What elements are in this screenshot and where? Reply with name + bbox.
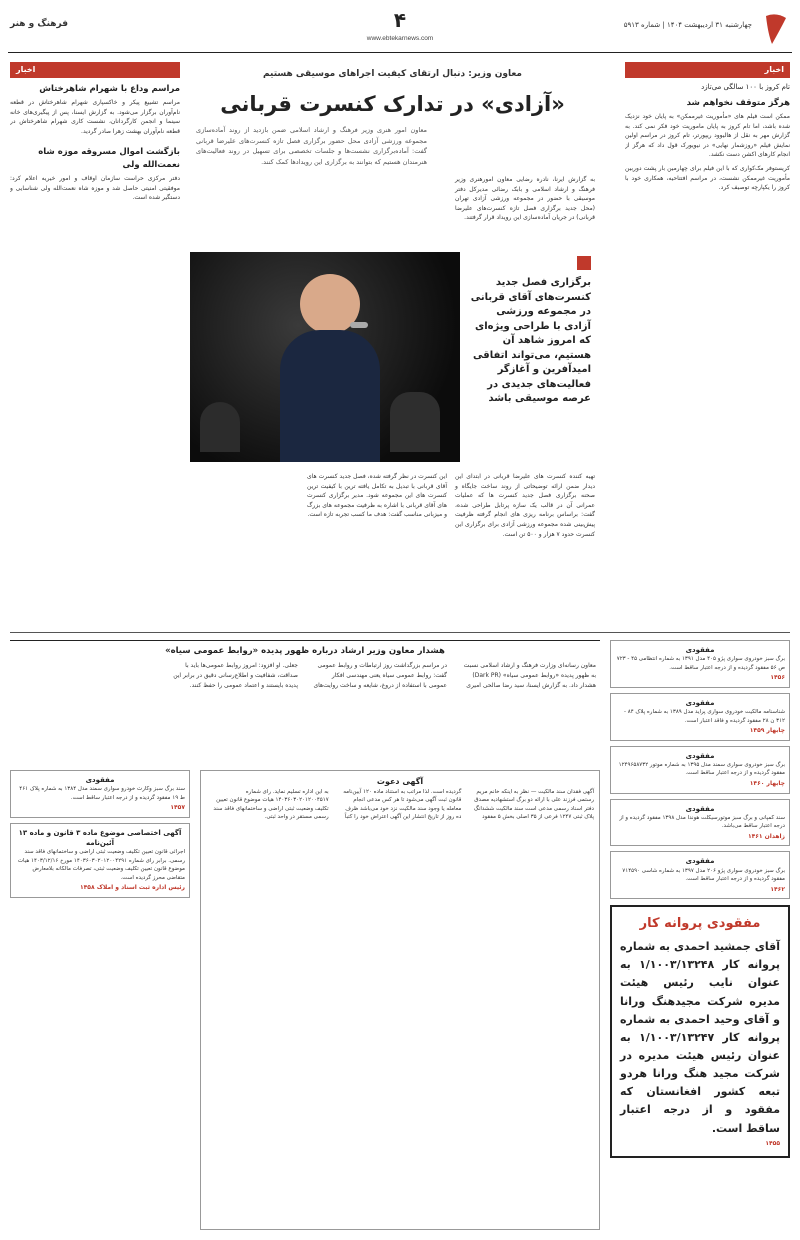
license-lost-ad (610, 905, 790, 1158)
ad-code: چابهار ۱۴۶۰ (749, 779, 785, 787)
ads-right-column (610, 640, 790, 1230)
article-lead: معاون امور هنری وزیر فرهنگ و ارشاد اسلامی ضمن بازدید از روند آماده‌سازی مجموعه ورزشی آزادی محل حضور برگزاری فصل تازه کنسرت‌های علیرضا قربانی گفت: آماده‌برگزاری نشست‌ها و جلسات تخصصی برای تسهیل در روند فعالیت‌های هنرمندان هستیم که بتوانند به برگزاری این رویدادها کمک کنند. (196, 126, 427, 166)
news-body: ممکن است فیلم های «مأموریت غیرممکن» به پایان خود نزدیک شده باشد، اما تام کروز به پایان ماموریت خود فکر نمی کند. به گزارش مهر به نقل از هالیوود ریپورتر، تام کروز در مراسم اولین نمایش فیلم «روزشمار نهایی» در نیویورک قول داد که هرگز از انجام کارهای اکشن دست نکشد. (625, 113, 790, 159)
website-url[interactable]: www.ebtekarnews.com (366, 35, 434, 42)
news-body: مراسم تشییع پیکر و خاکسپاری شهرام شاهرختاش در قطعه نام‌آوران برگزار می‌شود. به گزارش ایسنا، پس از پیگیری‌های خانه سینما و انجمن کارگردانان، نشست کاری شهرام شاهرختاش در قطعه نام‌آوران بهشت زهرا صادر گردید. (10, 98, 180, 135)
news-title-2: بازگشت اموال مسروقه موزه شاه نعمت‌الله ولی (38, 147, 180, 170)
classified-ad (610, 746, 790, 794)
big-ad-code: ۱۴۵۵ (765, 1139, 780, 1147)
page-number: ۴ (393, 8, 407, 32)
ad-text: اجرائی قانون تعیین تکلیف وضعیت ثبتی اراضی و ساختمانهای فاقد سند رسمی. برابر رای شماره ۱۴۰۳۶۰۳۰۲۰۱۲۰۰۴۲۹۱ مورخ ۱۴۰۳/۱۲/۱۶ هیات موضوع قانون تعیین تکلیف وضعیت ثبتی، تصرفات مالکانه بلامعارض متقاضی محرز گردیده است. (17, 849, 185, 881)
ad-title: مفقودی (685, 857, 715, 866)
main-article (190, 62, 595, 632)
pull-quote (465, 252, 595, 462)
quote-text: برگزاری فصل جدید کنسرت‌های آقای قربانی در مجموعه ورزشی آزادی با طراحی ویژه‌ای که امروز شاهد آن هستیم، می‌تواند اتفاقی امیدآفرین و آغازگر فعالیت‌های جدیدی در عرصه موسیقی باشد (470, 277, 591, 404)
musician-figure-2 (390, 392, 440, 452)
ad-code: زاهدان ۱۴۶۱ (747, 832, 785, 840)
article-column-3: این کنسرت در نظر گرفته شده، فصل جدید کنسرت های آقای قربانی با تبدیل به تکامل یافته ترین با کیفیت ترین کنسرت های این مجموعه شود. مدیر برگزاری کنسرت های آقای قربانی با اشاره به ظرفیت مجموعه های بزرگ و میزبانی مناسب گفت: هدف ما کسب تجربه تازه است. (307, 473, 447, 519)
ad-title: مفقودی (685, 698, 715, 707)
news-body-2: کریستوفر مک‌کواری که با این فیلم برای چهارمین بار پشت دوربین مأموریت غیرممکن نشست، در مراسم افتتاحیه، همکاری خود با کروز را یکپارچه توصیف کرد. (625, 165, 790, 192)
secondary-body: معاون رسانه‌ای وزارت فرهنگ و ارشاد اسلامی نسبت به ظهور پدیده «روابط عمومی سیاه» (Dark PR) هشدار داد. به گزارش ایسنا، سید رضا صالحی امیری در مراسم بزرگداشت روز ارتباطات و روابط عمومی گفت: روابط عمومی سیاه یعنی مهندسی افکار عمومی با استفاده از دروغ، شایعه و ساخت روایت‌های جعلی. او افزود: امروز روابط عمومی‌ها باید با صداقت، شفافیت و اطلاع‌رسانی دقیق در برابر این پدیده بایستند و اعتماد عمومی را حفظ کنند. (173, 662, 596, 689)
microphone-icon (350, 322, 368, 328)
musician-figure (200, 402, 240, 452)
classified-ad (10, 770, 190, 818)
ad-code: رئیس اداره ثبت اسناد و املاک ۱۴۵۸ (79, 884, 185, 892)
ad-text: شناسنامه مالکیت خودروی سواری پراید مدل ۱۳۸۹ به شماره پلاک ۸۴ - ۳۱۲ ن ۲۸ مفقود گردیده و فاقد اعتبار است. (624, 709, 785, 724)
section-title: فرهنگ و هنر (10, 19, 68, 29)
singer-body (280, 330, 380, 462)
concert-photo (190, 252, 460, 462)
news-kicker: تام کروز با ۱۰۰ سالگی می‌تازد (701, 82, 790, 91)
issue-date: چهارشنبه ۳۱ اردیبهشت ۱۴۰۴ | شماره ۵۹۱۳ (623, 21, 752, 29)
ads-center-block (200, 770, 600, 1230)
ad-text: برگ سبز خودروی سواری پژو ۴۰۵ مدل ۱۳۹۱ به شماره انتظامی ۴۵ - ۷۲۳ ص ۵۶ مفقود گردیده و از درجه اعتبار ساقط است. (616, 656, 785, 671)
ad-title: آگهی اختصاصی موضوع ماده ۳ قانون و ماده ۱۳ آئین‌نامه (18, 828, 182, 847)
ad-code: ۱۴۶۲ (770, 885, 785, 893)
ads-left-column (10, 770, 190, 1230)
big-ad-title: مفقودی پروانه کار (639, 916, 761, 932)
article-lower-columns (190, 472, 595, 539)
news-title: مراسم وداع با شهرام شاهرختاش (39, 83, 180, 94)
right-news-column (625, 62, 790, 632)
ad-text: برگ سبز خودروی سواری سمند مدل ۱۳۹۵ به شماره موتور ۱۲۴۹۶۵۸۷۳۲ مفقود گردیده و از درجه اعتبار ساقط است. (618, 761, 785, 777)
ad-title: مفقودی (685, 751, 715, 760)
masthead (0, 0, 800, 56)
ad-text: سند کمپانی و برگ سبز موتورسیکلت هوندا مدل ۱۳۹۸ مفقود گردیده و از درجه اعتبار ساقط می‌باشد. (619, 814, 785, 830)
news-tag: اخبار (10, 62, 180, 78)
ad-text: سند برگ سبز وکارت خودرو سواری سمند مدل ۱۳۸۴ به شماره پلاک ۴۶۱ ط ۱۹ مفقود گردیده و از درجه اعتبار ساقط است. (19, 786, 185, 801)
classified-ad (10, 823, 190, 898)
article-column-2: تهیه کننده کنسرت های علیرضا قربانی در ابتدای این دیدار ضمن ارائه توضیحاتی از روند ساخت جایگاه و صحنه برگزاری فصل جدید کنسرت ها که عملیات عمرانی آن در قالب یک سازه پرتابل طراحی شده، گفت: براساس برنامه ریزی های انجام گرفته ظرفیت پیش‌بینی شده مجموعه ورزشی آزادی برای برگزاری این کنسرت حدود ۷ هزار و ۵۰۰ تن است. (455, 473, 595, 538)
ad-title: مفقودی (685, 804, 715, 813)
article-body (190, 175, 595, 223)
classified-ad (610, 799, 790, 847)
ad-title: مفقودی (85, 776, 115, 784)
masthead-rule (8, 52, 792, 53)
classified-ad (610, 851, 790, 899)
ad-text: آگهی فقدان سند مالکیت — نظر به اینکه خانم مریم رستمی فرزند علی با ارائه دو برگ استشهادیه مصدق دفتر اسناد رسمی مدعی است سند مالکیت ششدانگ پلاک ثبتی ۱۲۴۷ فرعی از ۳۵ اصلی بخش ۵ مفقود گردیده است. لذا مراتب به استناد ماده ۱۲۰ آیین‌نامه قانون ثبت آگهی می‌شود تا هر کس مدعی انجام معامله یا وجود سند مالکیت نزد خود می‌باشد ظرف ده روز از تاریخ انتشار این آگهی اعتراض خود را کتباً به این اداره تسلیم نماید. رای شماره ۱۴۰۳۶۰۳۰۲۰۱۲۰۰۴۵۱۷ هیات موضوع قانون تعیین تکلیف وضعیت ثبتی اراضی و ساختمانهای فاقد سند رسمی مستقر در واحد ثبتی. (213, 788, 594, 821)
quote-icon (577, 256, 591, 270)
article-column-1: به گزارش ایرنا، نادره رضایی معاون امورهنری وزیر فرهنگ و ارشاد اسلامی و بابک رضائی مدیرکل دفتر موسیقی با حضور در مجموعه ورزشی آزادی تهران (محل جدید برگزاری فصل تازه کنسرت‌های علیرضا قربانی) در جریان آماده‌سازی این رویداد قرار گرفتند. (455, 176, 595, 222)
secondary-article (10, 640, 600, 760)
news-tag: اخبار (625, 62, 790, 78)
classified-ad (610, 693, 790, 741)
secondary-title: هشدار معاون وزیر ارشاد درباره ظهور پدیده «روابط عمومی سیاه» (165, 646, 445, 656)
news-body-2: دفتر مرکزی حراست سازمان اوقاف و امور خیریه اعلام کرد: موفقیتی امنیتی حاصل شد و موزه شاه نعمت‌الله ولی شناسایی و دستگیر شده است. (10, 174, 180, 202)
ad-text: برگ سبز خودروی سواری پژو ۲۰۶ مدل ۱۳۹۷ به شماره شاسی ۷۱۴۵۹۰ مفقود گردیده و از درجه اعتبار ساقط است. (622, 867, 785, 883)
article-kicker: معاون وزیر: دنبال ارتقای کیفیت اجراهای موسیقی هستیم (262, 69, 523, 79)
news-title: هرگز متوقف نخواهم شد (686, 97, 790, 108)
section-divider (10, 632, 790, 633)
ad-code: ۱۴۵۶ (770, 674, 785, 682)
ad-code: ۱۴۵۷ (170, 804, 185, 812)
ad-title: مفقودی (685, 646, 715, 654)
big-ad-text: آقای جمشید احمدی به شماره پروانه کار ۱/۱۰۰۳/۱۳۲۴۸ به عنوان نایب رئیس هیئت مدیره شرکت مجیدهنگ ورانا و آقای وحید احمدی به شماره پروانه کار ۱/۱۰۰۳/۱۳۲۴۷ به عنوان رئیس هیئت مدیره در شرکت مجید هنگ ورانا هردو تبعه کشور افغانستان که مفقود و از درجه اعتبار ساقط است. (620, 940, 780, 1135)
ad-code: چابهار ۱۴۵۹ (749, 727, 785, 735)
classified-ad (610, 640, 790, 688)
left-news-column (10, 62, 180, 632)
article-headline: «آزادی» در تدارک کنسرت قربانی (220, 92, 565, 117)
ad-title: آگهی دعوت (376, 777, 424, 786)
